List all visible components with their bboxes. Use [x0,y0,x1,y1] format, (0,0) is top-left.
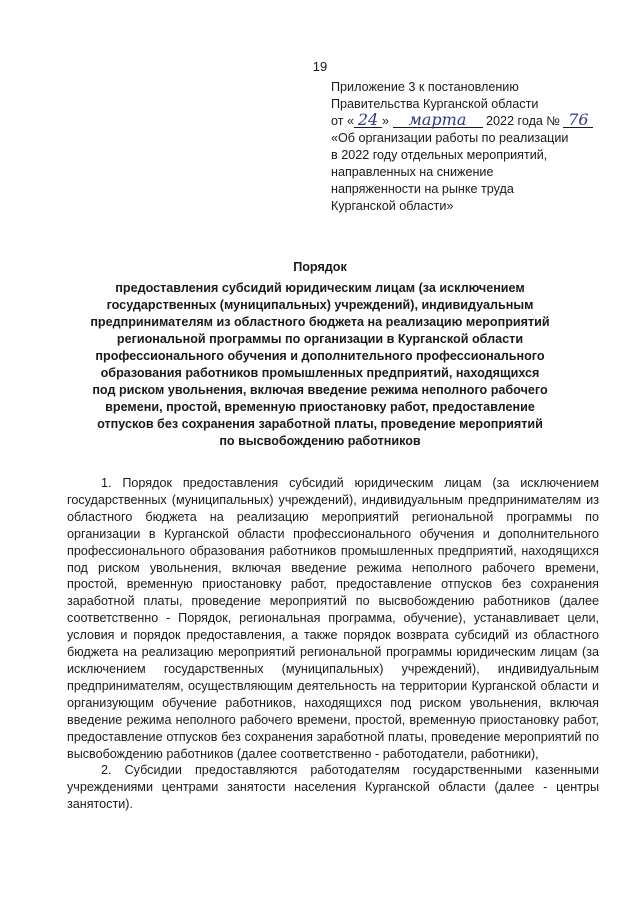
handwritten-day: 24 [354,113,382,128]
title-line: образования работников промышленных предприятий, находящихся [100,366,540,380]
title-line: предпринимателям из областного бюджета на реализацию мероприятий [90,315,550,329]
title-line: под риском увольнения, включая введение режима неполного рабочего [92,383,548,397]
annex-desc-line: направленных на снижение [331,165,494,179]
document-title [40,259,600,450]
annex-line: Правительства Курганской области [331,97,539,111]
title-line: отпусков без сохранения заработной платы, проведение мероприятий [97,417,543,431]
title-line: государственных (муниципальных) учреждений), индивидуальным [106,298,534,312]
annex-desc-line: напряженности на рынке труда [331,182,514,196]
handwritten-number: 76 [563,113,593,128]
annex-date-line [331,110,611,130]
annex-header [331,79,611,215]
date-year: 2022 года № [486,114,560,128]
annex-desc-line: в 2022 году отдельных мероприятий, [331,148,548,162]
paragraph-1: 1. Порядок предоставления субсидий юридическим лицам (за исключением государственных (муниципальных) учреждений), индивидуальным предпринимателям из областного бюджета на реализацию мероприятий региональной программы по организации в Курганской области профессионального обучения и дополнительного профессионального образования работников промышленных предприятий, находящихся под риском увольнения, включая введение режима неполного рабочего времени, простой, временную приостановку работ, предоставление отпусков без сохранения заработной платы, проведение мероприятий по высвобождению работников (далее соответственно - Порядок, региональная программа, обучение), устанавливает цели, условия и порядок предоставления, а также порядок возврата субсидий из областного бюджета на реализацию мероприятий региональной программы юридическим лицам (за исключением государственных (муниципальных) учреждений), индивидуальным предпринимателям, осуществляющим деятельность на территории Курганской области и организующим обучение работников, находящихся под риском увольнения, включая введение режима неполного рабочего времени, простой, временную приостановку работ, предоставление отпусков без сохранения заработной платы, проведение мероприятий по высвобождению работников (далее соответственно - работодатели, работники), [67,476,599,761]
handwritten-month: марта [393,113,483,128]
title-line: по высвобождению работников [219,434,421,448]
date-prefix: от « [331,114,354,128]
title-line: предоставления субсидий юридическим лицам (за исключением [115,281,525,295]
annex-desc-line: Курганской области» [331,199,454,213]
paragraph-2: 2. Субсидии предоставляются работодателям государственными казенными учреждениями центрами занятости населения Курганской области (далее - центры занятости). [67,763,599,812]
annex-line: Приложение 3 к постановлению [331,80,519,94]
page-number: 19 [312,59,328,74]
date-mid: » [382,114,390,128]
title-line: времени, простой, временную приостановку работ, предоставление [105,400,535,414]
annex-desc-line: «Об организации работы по реализации [331,131,569,145]
title-line: профессионального обучения и дополнительного профессионального [95,349,545,363]
document-body [67,475,599,813]
title-main: Порядок [293,260,347,274]
title-line: региональной программы по организации в Курганской области [116,332,524,346]
